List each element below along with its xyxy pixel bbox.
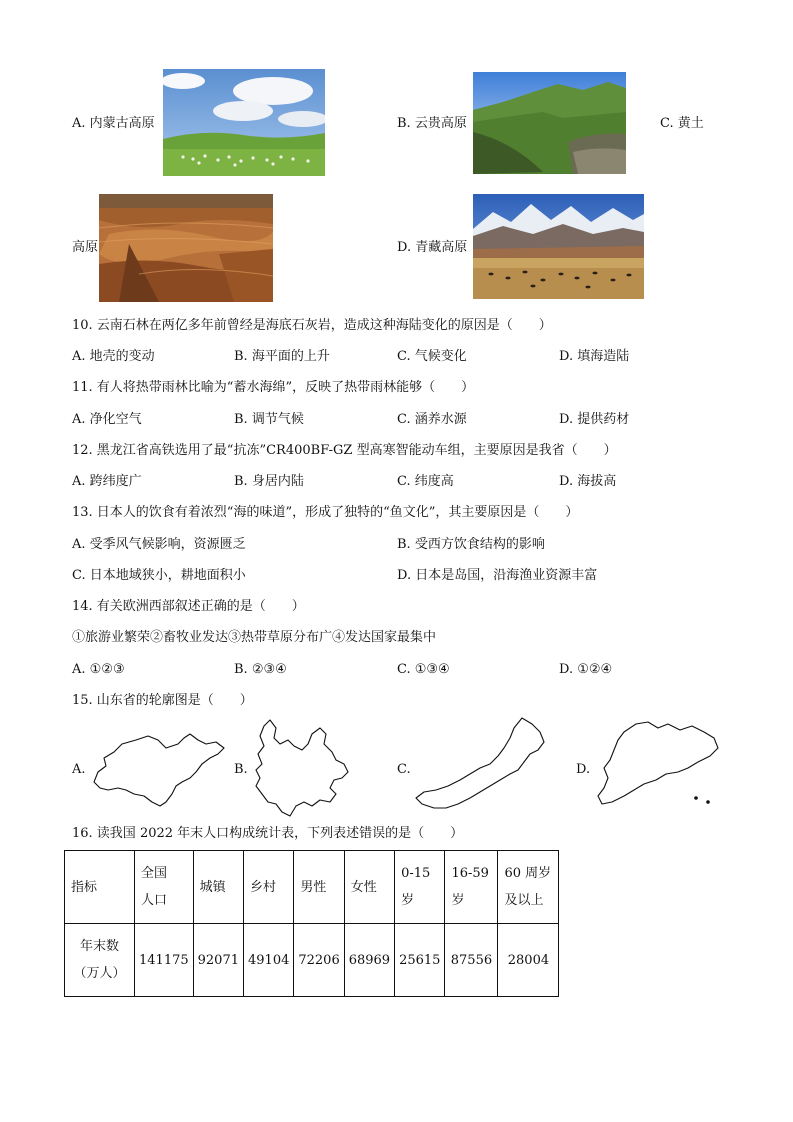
table-header-cell: 男性 [294, 851, 344, 924]
q11-option-a[interactable]: A. 净化空气 [72, 412, 142, 427]
table-cell-male: 72206 [294, 924, 344, 997]
q13-option-d[interactable]: D. 日本是岛国，沿海渔业资源丰富 [397, 568, 598, 583]
table-header-row [65, 851, 559, 924]
q12-option-a[interactable]: A. 跨纬度广 [72, 474, 142, 489]
table-cell-age-60-plus: 28004 [498, 924, 559, 997]
table-cell-urban: 92071 [193, 924, 243, 997]
q11-option-c[interactable]: C. 涵养水源 [397, 412, 467, 427]
q13-option-b[interactable]: B. 受西方饮食结构的影响 [397, 537, 545, 552]
table-row-label: 年末数 （万人） [65, 924, 135, 997]
q10-stem: 10. 云南石林在两亿多年前曾经是海底石灰岩，造成这种海陆变化的原因是（ ） [72, 318, 552, 333]
table-header-cell: 60 周岁 及以上 [498, 851, 559, 924]
q11-stem: 11. 有人将热带雨林比喻为“蓄水海绵”，反映了热带雨林能够（ ） [72, 380, 475, 395]
q9-option-b-label: B. 云贵高原 [397, 116, 467, 131]
q9-option-d-label: D. 青藏高原 [397, 240, 468, 255]
photo-inner-mongolia-plateau [163, 69, 325, 176]
q9-option-c-label: C. 黄土 [660, 116, 704, 131]
q12-option-d[interactable]: D. 海拔高 [559, 474, 617, 489]
q15-option-d-label[interactable]: D. [576, 762, 591, 777]
table-cell-total: 141175 [135, 924, 194, 997]
q13-option-c[interactable]: C. 日本地域狭小，耕地面积小 [72, 568, 246, 583]
table-cell-female: 68969 [344, 924, 394, 997]
table-header-cell: 女性 [344, 851, 394, 924]
table-header-cell: 全国 人口 [135, 851, 194, 924]
q15-option-c-label[interactable]: C. [397, 762, 411, 777]
q10-option-c[interactable]: C. 气候变化 [397, 349, 467, 364]
q15-stem: 15. 山东省的轮廓图是（ ） [72, 693, 253, 708]
q15-option-b-label[interactable]: B. [234, 762, 248, 777]
q13-stem: 13. 日本人的饮食有着浓烈“海的味道”，形成了独特的“鱼文化”，其主要原因是（ ） [72, 505, 579, 520]
q10-option-b[interactable]: B. 海平面的上升 [234, 349, 330, 364]
q14-stem: 14. 有关欧洲西部叙述正确的是（ ） [72, 599, 305, 614]
q11-option-b[interactable]: B. 调节气候 [234, 412, 304, 427]
table-header-cell: 0-15 岁 [395, 851, 445, 924]
q13-option-a[interactable]: A. 受季风气候影响，资源匮乏 [72, 537, 246, 552]
photo-qinghai-tibet-plateau [473, 194, 644, 299]
table-header-cell: 16-59 岁 [445, 851, 498, 924]
table-cell-rural: 49104 [244, 924, 294, 997]
photo-loess-plateau [99, 194, 273, 302]
q15-option-a-label[interactable]: A. [72, 762, 86, 777]
q14-statements: ①旅游业繁荣②畜牧业发达③热带草原分布广④发达国家最集中 [72, 630, 437, 645]
q10-option-a[interactable]: A. 地壳的变动 [72, 349, 155, 364]
q12-option-c[interactable]: C. 纬度高 [397, 474, 454, 489]
table-cell-age-16-59: 87556 [445, 924, 498, 997]
table-header-cell: 乡村 [244, 851, 294, 924]
table-row [65, 924, 559, 997]
q11-option-d[interactable]: D. 提供药材 [559, 412, 630, 427]
q14-option-b[interactable]: B. ②③④ [234, 662, 287, 677]
q14-option-c[interactable]: C. ①③④ [397, 662, 450, 677]
q9-option-a-label: A. 内蒙古高原 [72, 116, 155, 131]
photo-yungui-plateau [473, 72, 626, 174]
q16-stem: 16. 读我国 2022 年末人口构成统计表，下列表述错误的是（ ） [72, 826, 464, 841]
q12-stem: 12. 黑龙江省高铁选用了最“抗冻”CR400BF-GZ 型高寒智能动车组，主要原因是我省（ ） [72, 443, 617, 458]
table-cell-age-0-15: 25615 [395, 924, 445, 997]
q14-option-a[interactable]: A. ①②③ [72, 662, 125, 677]
table-header-cell: 指标 [65, 851, 135, 924]
table-header-cell: 城镇 [193, 851, 243, 924]
population-table [64, 850, 559, 997]
q14-option-d[interactable]: D. ①②④ [559, 662, 613, 677]
q10-option-d[interactable]: D. 填海造陆 [559, 349, 630, 364]
q9-option-c-label-continued: 高原 [72, 240, 99, 255]
q12-option-b[interactable]: B. 身居内陆 [234, 474, 304, 489]
